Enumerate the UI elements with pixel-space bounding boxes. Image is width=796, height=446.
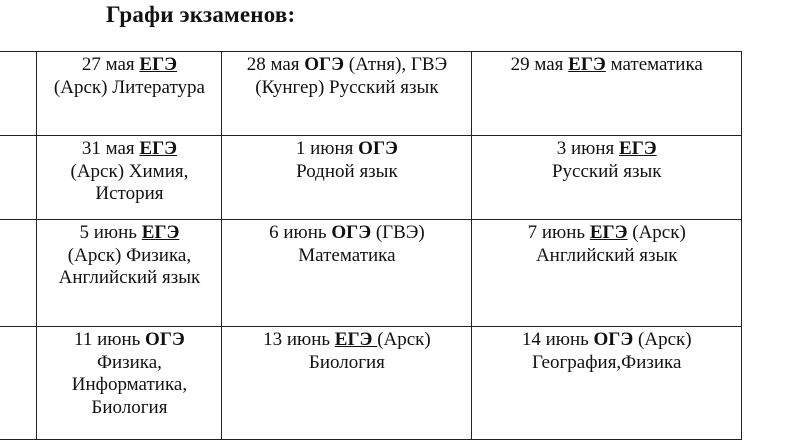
exam-date: 7 июнь — [527, 222, 590, 243]
exam-date: 5 июнь — [79, 222, 142, 243]
table-row — [0, 136, 742, 220]
exam-subject: (Арск) Физика, Английский язык — [58, 244, 201, 288]
exam-cell — [472, 327, 742, 440]
exam-cell — [472, 220, 742, 327]
exam-type: ЕГЭ — [619, 138, 657, 159]
page-title: Графи экзаменов: — [106, 2, 296, 27]
exam-subject: (Атня), ГВЭ (Кунгер) Русский язык — [255, 54, 448, 98]
exam-cell — [37, 220, 222, 327]
exam-type: ЕГЭ — [139, 138, 178, 159]
exam-date: 6 июнь — [269, 222, 332, 243]
left-cell — [0, 327, 37, 440]
exam-subject: (Арск) Литература — [53, 76, 205, 98]
exam-date: 1 июня — [295, 138, 359, 159]
exam-subject: (Арск) Биология — [308, 329, 431, 373]
exam-cell — [222, 327, 472, 440]
exam-date: 31 мая — [81, 138, 140, 159]
exam-cell — [472, 136, 742, 220]
exam-type: ОГЭ — [304, 54, 345, 75]
exam-type: ОГЭ — [593, 329, 634, 350]
exam-date: 14 июнь — [521, 329, 594, 350]
exam-cell — [37, 52, 222, 136]
left-cell — [0, 136, 37, 220]
exam-type: ЕГЭ — [141, 222, 180, 243]
exam-type: ЕГЭ — [334, 329, 378, 350]
exam-type: ЕГЭ — [589, 222, 628, 243]
exam-cell — [37, 327, 222, 440]
exam-type: ЕГЭ — [139, 54, 178, 75]
exam-date: 13 июнь — [263, 329, 335, 350]
left-cell — [0, 220, 37, 327]
exam-subject: Физика, Информатика, Биология — [71, 351, 188, 418]
exam-type: ОГЭ — [358, 138, 398, 159]
exam-type: ОГЭ — [145, 329, 185, 350]
exam-date: 29 мая — [510, 54, 569, 75]
exam-subject: (Арск) География,Физика — [532, 329, 692, 373]
exam-date: 27 мая — [81, 54, 140, 75]
exam-subject: (Арск) Английский язык — [535, 222, 686, 266]
exam-date: 11 июнь — [74, 329, 146, 350]
exam-subject: (Арск) Химия, История — [70, 160, 189, 204]
exam-cell — [37, 136, 222, 220]
exam-schedule-table — [0, 51, 742, 440]
exam-date: 3 июня — [556, 138, 620, 159]
exam-date: 28 мая — [246, 54, 305, 75]
exam-cell — [472, 52, 742, 136]
table-row — [0, 327, 742, 440]
exam-type: ОГЭ — [331, 222, 372, 243]
exam-subject: Родной язык — [296, 160, 398, 182]
exam-cell — [222, 220, 472, 327]
left-cell — [0, 52, 37, 136]
table-row — [0, 52, 742, 136]
exam-cell — [222, 52, 472, 136]
exam-cell — [222, 136, 472, 220]
exam-subject: математика — [605, 54, 703, 75]
exam-subject: Русский язык — [551, 160, 662, 182]
table-row — [0, 220, 742, 327]
exam-subject: (ГВЭ) Математика — [298, 222, 425, 266]
exam-type: ЕГЭ — [568, 54, 606, 75]
